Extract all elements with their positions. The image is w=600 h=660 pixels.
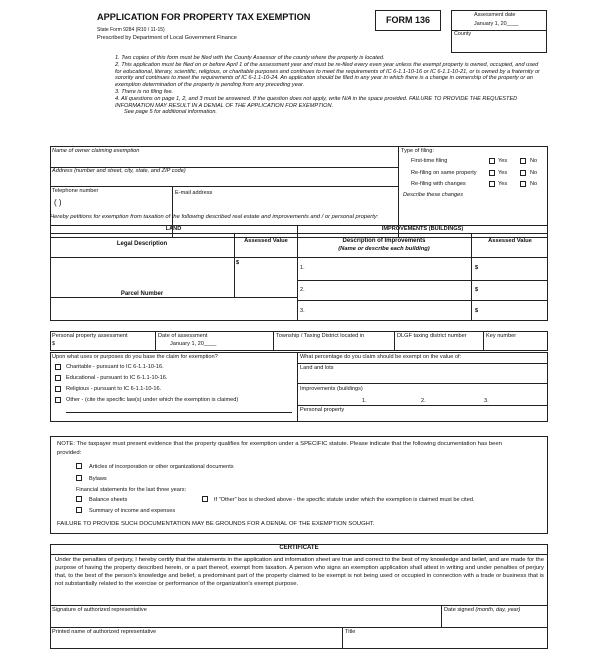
refiling-changes-no-checkbox[interactable] <box>520 181 526 187</box>
yes-label: Yes <box>498 181 508 187</box>
instructions <box>115 55 545 116</box>
instruction-see-page: See page 5 for additional information. <box>124 109 217 116</box>
email-field[interactable] <box>175 198 393 210</box>
filing-option-label: Re-filing on same property <box>411 170 477 176</box>
improvements-assessed-value-header: Assessed Value <box>488 238 532 244</box>
impr-number: 2. <box>421 398 426 404</box>
owner-address-label: Address (number and street, city, state, and ZIP code) <box>52 168 186 174</box>
land-lots-label: Land and lots <box>300 365 334 371</box>
land-assessed-value-header: Assessed Value <box>244 238 288 244</box>
improvement-1-field[interactable] <box>310 261 468 277</box>
impr-number: 1. <box>362 398 367 404</box>
instruction-1: 1. Two copies of this form must be filed with the County Assessor of the county where the property is located. <box>115 55 385 61</box>
key-number-field[interactable] <box>486 341 544 349</box>
no-label: No <box>530 181 538 187</box>
form-title: APPLICATION FOR PROPERTY TAX EXEMPTION <box>97 12 311 22</box>
basis-question: Upon what uses or purposes do you base the claim for exemption? <box>52 354 218 360</box>
land-lots-percent-field[interactable] <box>300 372 544 381</box>
other-cited-label: If "Other" box is checked above - the specific statute under which the exemption is claimed must be cited. <box>214 497 475 503</box>
date-of-assessment-value[interactable]: January 1, 20____ <box>170 341 217 347</box>
legal-description-field[interactable] <box>52 260 232 294</box>
personal-property-percent-field[interactable] <box>300 414 544 421</box>
instruction-2: 2. This application must be filed on or before April 1 of the assessment year and must be re-filed every even year unless the exempt property is owned, occupied, and used for educational, literary, scientific, religious, or charitable purposes and continues to meet the requirements of IC 6-1.1-10-16 or IC 6-1.1-10-21, or is owned by a fraternity or sorority and continues to meet the requirements of IC 6-1.1-10-24. An application should be filed in any year in which there is a change in ownership of the property or an exemption determination of the property is pending from any preceding year. <box>115 61 540 89</box>
land-dollar-sign: $ <box>236 260 240 266</box>
telephone-label: Telephone number <box>52 188 99 194</box>
impr-number: 3. <box>484 398 489 404</box>
improvement-row-number: 1. <box>300 265 305 271</box>
filing-option-label: First-time filing <box>411 158 448 164</box>
email-label: E-mail address <box>175 190 213 196</box>
owner-address-field[interactable] <box>52 175 394 185</box>
refiling-same-no-checkbox[interactable] <box>520 170 526 176</box>
improvement-dollar-sign: $ <box>475 308 479 314</box>
other-checkbox[interactable] <box>55 397 61 403</box>
filing-option-label: Re-filing with changes <box>411 181 466 187</box>
petition-text: Hereby petitions for exemption from taxation of the following described real estate and improvements and / or personal property: <box>50 214 379 220</box>
fin-item-label: Balance sheets <box>89 497 128 503</box>
owner-name-label: Name of owner claiming exemption <box>52 148 140 154</box>
improvement-dollar-sign: $ <box>475 287 479 293</box>
refiling-same-yes-checkbox[interactable] <box>489 170 495 176</box>
certificate-title: CERTIFICATE <box>279 545 319 551</box>
educational-checkbox[interactable] <box>55 375 61 381</box>
improvements-description-header: Description of Improvements <box>342 238 426 244</box>
percentage-question: What percentage do you claim should be exempt on the value of: <box>300 354 462 360</box>
religious-checkbox[interactable] <box>55 386 61 392</box>
telephone-field[interactable]: ( ) <box>54 198 62 207</box>
state-form-number: State Form 9284 (R10 / 11-15) <box>97 27 165 33</box>
describe-changes-label: Describe these changes <box>403 192 464 198</box>
doc-item-label: Bylaws <box>89 476 107 482</box>
bylaws-checkbox[interactable] <box>76 475 82 481</box>
first-time-yes-checkbox[interactable] <box>489 158 495 164</box>
instruction-4: 4. All questions on page 1, 2, and 3 must be answered. If the question does not apply, write N/A in the space provided. FAILURE TO PROVIDE THE REQUESTED INFORMATION MAY RESULT IN A DENIAL OF THE APPLICATION FOR EXEMPTION. <box>115 95 518 109</box>
failure-warning: FAILURE TO PROVIDE SUCH DOCUMENTATION MAY BE GROUNDS FOR A DENIAL OF THE EXEMPTION SOUGHT. <box>57 521 375 527</box>
dlgf-field[interactable] <box>397 341 480 349</box>
dlgf-label: DLGF taxing district number <box>397 333 467 339</box>
articles-checkbox[interactable] <box>76 463 82 469</box>
no-label: No <box>530 170 538 176</box>
printed-name-label: Printed name of authorized representative <box>52 629 157 635</box>
refiling-changes-yes-checkbox[interactable] <box>489 181 495 187</box>
parcel-number-header: Parcel Number <box>120 291 164 297</box>
signature-field[interactable] <box>52 614 438 625</box>
basis-option-label: Educational - pursuant to IC 6-1.1-10-16. <box>66 375 168 381</box>
improvement-row-number: 2. <box>300 287 305 293</box>
financial-statements-label: Financial statements for the last three years: <box>76 487 187 493</box>
date-signed-text: Date signed <box>444 607 474 613</box>
form-number-box: FORM 136 <box>375 10 441 31</box>
assessment-date-label: Assessment date <box>474 12 516 18</box>
fin-item-label: Summary of income and expenses <box>89 508 176 514</box>
signature-label: Signature of authorized representative <box>52 607 147 613</box>
improvements-percent-label: Improvements (buildings) <box>300 386 363 392</box>
legal-description-header: Legal Description <box>116 241 168 247</box>
date-signed-field[interactable] <box>444 614 544 625</box>
ppa-label: Personal property assessment <box>52 333 128 339</box>
note-text: NOTE: The taxpayer must present evidence that the property qualifies for exemption under a SPECIFIC statute. Please indicate that the following documentation has been provided: <box>57 441 502 456</box>
key-number-label: Key number <box>486 333 517 339</box>
ppa-dollar-sign: $ <box>52 341 56 347</box>
improvement-row-number: 3. <box>300 308 305 314</box>
income-summary-checkbox[interactable] <box>76 507 82 513</box>
balance-sheets-checkbox[interactable] <box>76 496 82 502</box>
township-label: Township / Taxing District located in <box>276 333 365 339</box>
date-signed-label <box>444 607 520 614</box>
prescribed-by: Prescribed by Department of Local Government Finance <box>97 35 237 41</box>
township-field[interactable] <box>276 341 391 349</box>
assessment-date-value[interactable]: January 1, 20____ <box>474 21 519 27</box>
basis-option-label: Charitable - pursuant to IC 6-1.1-10-16. <box>66 364 164 370</box>
basis-option-label-other: Other - (cite the specific law(s) under which the exemption is claimed) <box>66 397 239 403</box>
filing-type-label: Type of filing: <box>401 148 434 154</box>
yes-label: Yes <box>498 158 508 164</box>
ppa-field[interactable] <box>58 341 152 349</box>
no-label: No <box>530 158 538 164</box>
doc-item-label: Articles of incorporation or other organizational documents <box>89 464 234 470</box>
first-time-no-checkbox[interactable] <box>520 158 526 164</box>
other-cited-checkbox[interactable] <box>202 496 208 502</box>
land-assessed-value-field[interactable] <box>244 260 294 294</box>
title-label: Title <box>345 629 356 635</box>
owner-name-field[interactable] <box>52 155 394 166</box>
certificate-text: Under the penalties of perjury, I hereby certify that the statements in the application and information sheet are true and correct to the best of my knowledge and belief, and are made for the purpose of having the property described herein, or a part thereof, exempt from taxation. A person who signs an exemption application shall attest in writing and under penalties of perjury that, to the best of the person's knowledge and belief, a predominant part of the property claimed to be exempt is not being used or occupied in connection with a trade or business that is not substantially related to the exercise or performance of the organization's exempt purpose. <box>55 557 544 587</box>
date-of-assessment-label: Date of assessment <box>158 333 208 339</box>
yes-label: Yes <box>498 170 508 176</box>
basis-option-label: Religious - pursuant to IC 6-1.1-10-16. <box>66 386 162 392</box>
printed-name-field[interactable] <box>52 636 338 647</box>
charitable-checkbox[interactable] <box>55 364 61 370</box>
improvement-2-field[interactable] <box>310 283 468 297</box>
improvement-3-field[interactable] <box>310 303 468 318</box>
other-law-line[interactable] <box>66 412 292 413</box>
county-label: County <box>454 31 472 37</box>
land-section-title: LAND <box>165 226 182 232</box>
instruction-3: 3. There is no filing fee. <box>115 88 174 95</box>
title-field[interactable] <box>345 636 544 647</box>
improvements-section-title: IMPROVEMENTS (BUILDINGS) <box>381 226 464 232</box>
improvements-description-subheader: (Name or describe each building) <box>338 246 430 252</box>
date-signed-format: (month, day, year) <box>475 607 521 613</box>
parcel-number-field[interactable] <box>52 300 294 319</box>
improvement-dollar-sign: $ <box>475 265 479 271</box>
personal-property-percent-label: Personal property <box>300 407 345 413</box>
